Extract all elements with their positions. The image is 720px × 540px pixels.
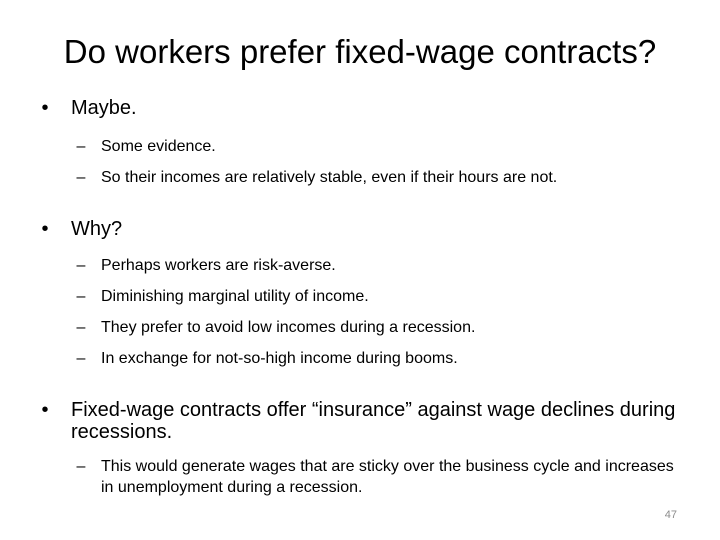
sub-bullet-marker: – <box>76 288 86 305</box>
sub-bullet-item <box>30 287 690 306</box>
bullet-group-why <box>30 217 690 368</box>
bullet-text: Fixed-wage contracts offer “insurance” against wage declines during recessions. <box>71 399 676 443</box>
slide-title: Do workers prefer fixed-wage contracts? <box>63 33 657 70</box>
sub-bullet-marker: – <box>76 138 86 155</box>
bullet-item <box>30 217 690 241</box>
bullet-marker: • <box>41 399 49 421</box>
bullet-item <box>30 399 690 443</box>
sub-bullet-marker: – <box>76 319 86 336</box>
bullet-marker: • <box>41 218 49 240</box>
page-number: 47 <box>664 509 677 521</box>
bullet-item <box>30 96 690 120</box>
sub-bullet-item <box>30 349 690 368</box>
sub-bullet-marker: – <box>76 350 86 367</box>
bullet-text: Maybe. <box>71 97 137 119</box>
sub-bullet-item <box>30 168 690 187</box>
sub-bullet-marker: – <box>76 257 86 274</box>
sub-bullet-marker: – <box>76 458 86 475</box>
bullet-text: Why? <box>71 218 123 240</box>
sub-bullet-text: Perhaps workers are risk-averse. <box>101 257 336 274</box>
bullet-marker: • <box>41 97 49 119</box>
sub-bullet-marker: – <box>76 169 86 186</box>
sub-bullet-text: Some evidence. <box>101 138 216 155</box>
bullet-group-maybe <box>30 96 690 187</box>
sub-bullet-text: They prefer to avoid low incomes during a recession. <box>101 319 476 336</box>
sub-bullet-item <box>30 256 690 275</box>
bullet-group-fixed-wage <box>30 399 690 498</box>
sub-bullet-text: In exchange for not-so-high income during booms. <box>101 350 458 367</box>
sub-bullet-item <box>30 137 690 156</box>
sub-bullet-text: So their incomes are relatively stable, even if their hours are not. <box>101 169 558 186</box>
sub-bullet-text: This would generate wages that are sticky over the business cycle and increases in unemployment during a recession. <box>101 458 674 496</box>
sub-bullet-item <box>30 456 690 498</box>
sub-bullet-item <box>30 318 690 337</box>
sub-bullet-text: Diminishing marginal utility of income. <box>101 288 369 305</box>
